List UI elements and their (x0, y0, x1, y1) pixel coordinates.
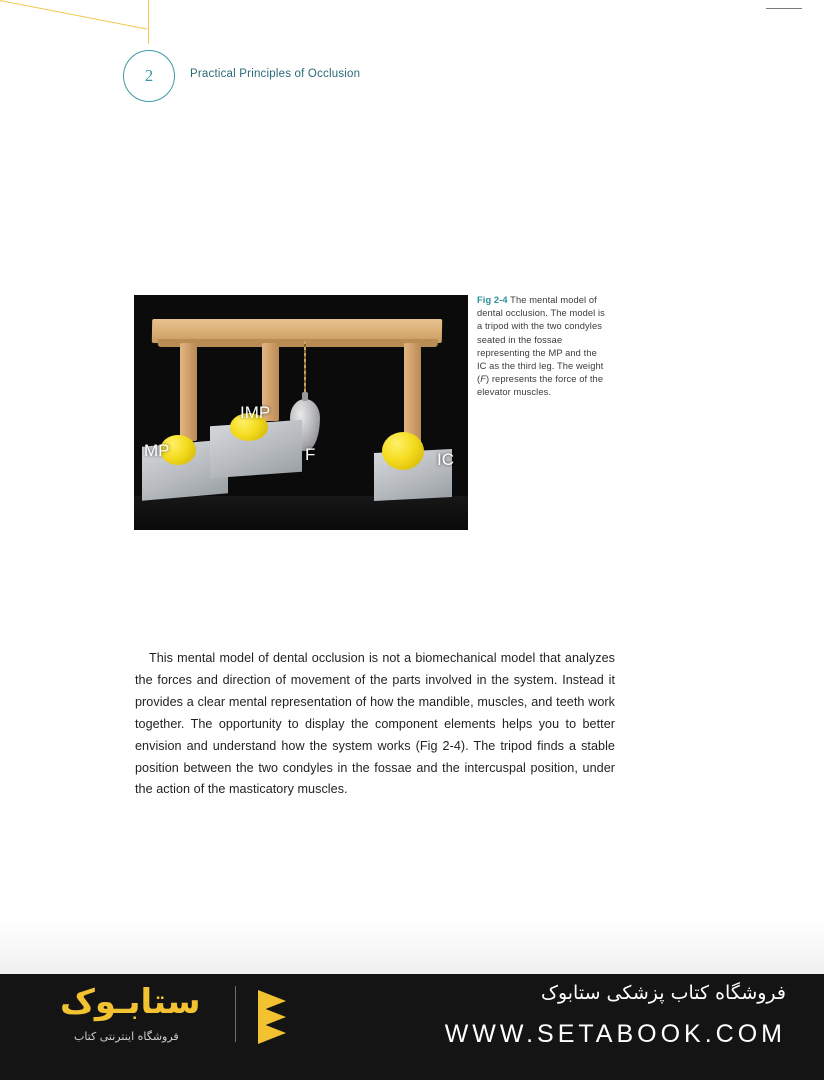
figure-caption (477, 294, 607, 400)
body-copy (135, 648, 615, 801)
photo-tabletop (152, 319, 442, 343)
body-paragraph: This mental model of dental occlusion is not a biomechanical model that analyzes the forces and direction of movement of the parts involved in the system. Instead it provides a clear mental representation of how the mandible, muscles, and teeth work together. The opportunity to display the component elements helps you to better envision and understand how the system works (Fig 2-4). The tripod finds a stable position between the two condyles in the fossae and the intercuspal position, under the action of the masticatory muscles. (135, 651, 615, 797)
top-rule (766, 8, 802, 9)
footer-banner (0, 920, 824, 1080)
brand-logo: ستابـوک (60, 982, 201, 1022)
footer-url[interactable]: WWW.SETABOOK.COM (444, 1020, 786, 1048)
photo-leg-left (180, 343, 197, 441)
chevron-icon (258, 990, 314, 1038)
figure-caption-text-end: ) represents the force of the elevator muscles. (477, 374, 604, 398)
chapter-number-badge (123, 50, 175, 102)
running-head: Practical Principles of Occlusion (190, 68, 361, 80)
photo-sphere-right (382, 432, 424, 470)
figure-caption-text: The mental model of dental occlusion. The model is a tripod with the two condyles seated in the fossae representing the MP and the IC as the third leg. The weight ( (477, 295, 605, 385)
figure-caption-italic: F (480, 374, 486, 385)
figure-label-imp: IMP (240, 403, 271, 422)
brand-subtitle: فروشگاه اینترنتی کتاب (74, 1030, 179, 1043)
figure-caption-label: Fig 2-4 (477, 295, 508, 305)
figure-label-f: F (305, 445, 316, 464)
footer-tagline: فروشگاه کتاب پزشکی ستابوک (540, 982, 786, 1004)
figure-image (134, 295, 468, 530)
photo-floor (134, 496, 468, 530)
decorative-line-vertical (148, 0, 149, 44)
chapter-number: 2 (144, 66, 154, 85)
figure-label-ic: IC (437, 450, 454, 469)
decorative-line-diagonal (0, 0, 147, 30)
figure-label-mp: MP (144, 441, 170, 460)
footer-divider (235, 986, 236, 1042)
footer-content (0, 974, 824, 1080)
